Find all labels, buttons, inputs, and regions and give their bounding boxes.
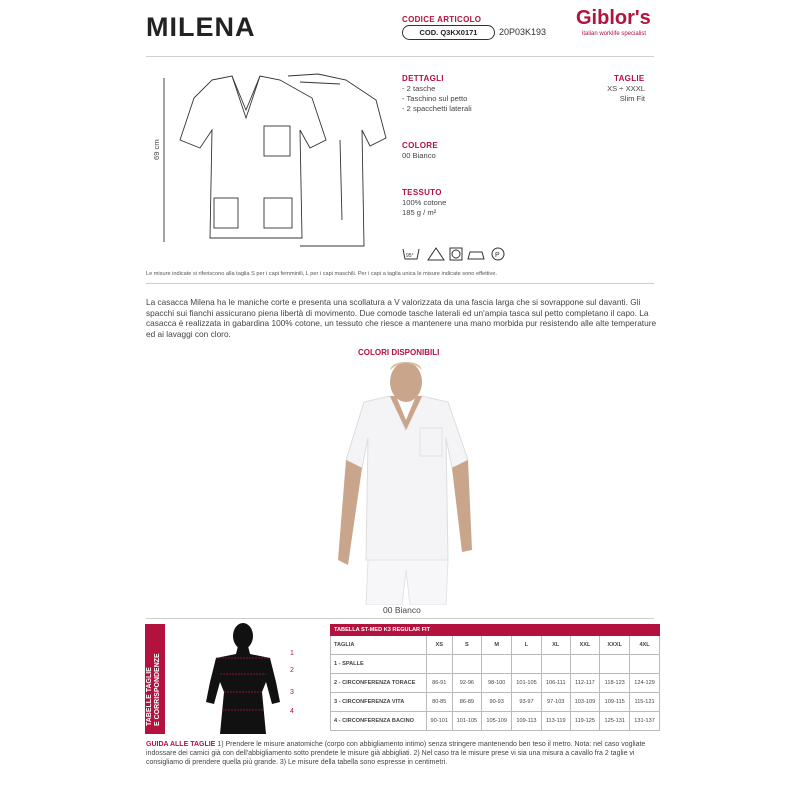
lower-divider [146,618,654,619]
table-cell: 115-121 [630,693,660,712]
table-cell: 3 - CIRCONFERENZA VITA [331,693,427,712]
tessuto-item: 100% cotone [402,198,447,207]
product-code-badge: COD. Q3KX0171 [402,25,495,40]
table-cell: 2 - CIRCONFERENZA TORACE [331,674,427,693]
guide-label: GUIDA ALLE TAGLIE [146,741,216,748]
table-cell: 105-109 [482,712,512,731]
body-number-2: 2 [290,667,294,674]
body-number-1: 1 [290,650,294,657]
tumble-dry-circle-icon [452,250,460,258]
dettagli-list [402,84,472,114]
back-shirt-outline [288,74,386,246]
iron-icon [468,252,484,259]
table-cell: 106-111 [541,674,570,693]
brand-tagline: italian worklife specialist [582,31,647,37]
dettagli-item: - Taschino sul petto [402,94,468,103]
dettagli-item: - 2 tasche [402,84,436,93]
table-cell: 1 - SPALLE [331,655,427,674]
table-cell: 113-119 [541,712,570,731]
right-pocket [264,198,292,228]
tessuto-item: 185 g / m² [402,208,437,217]
table-cell: 101-105 [512,674,542,693]
table-cell [482,655,512,674]
dry-clean-letter: P [495,252,500,259]
wash-temp-label: 95° [406,253,414,259]
front-collar [232,76,260,118]
product-photo [330,360,480,605]
colori-label: COLORI DISPONIBILI [358,348,440,357]
table-cell: 101-105 [452,712,482,731]
fit-type: Slim Fit [619,94,645,103]
table-cell: 131-137 [630,712,660,731]
taglie-label: TAGLIE [614,74,645,83]
product-code-secondary: 20P03K193 [499,27,547,37]
body-silhouette [196,622,286,734]
table-cell: 119-125 [570,712,600,731]
table-cell [452,655,482,674]
sidebar-title [146,618,162,726]
top-divider [146,56,654,57]
body-number-4: 4 [290,708,294,715]
table-cell: 86-91 [427,674,453,693]
bleach-icon [428,248,444,260]
table-cell: 109-115 [600,693,630,712]
table-cell: 125-131 [600,712,630,731]
height-label: 69 cm [152,139,161,160]
table-cell [600,655,630,674]
guide-text: 1) Prendere le misure anatomiche (corpo con abbigliamento intimo) senza stringere mantenendo ben teso il metro. Nota: nel caso vogliate indossare dei camici già con dell'abbigliamento sotto prendete le misure già abbigliati. 2) Nel caso tra le misure prese vi sia una misura a cavallo fra 2 taglie vi consigliamo di prendere quella più grande. 3) Le misure della tabella sono espresse in centimetri. [146,741,646,766]
colore-label: COLORE [402,141,439,150]
photo-caption: 00 Bianco [383,605,421,615]
measure-note: Le misure indicate si riferiscono alla taglia S per i capi femminili, L per i capi maschili. Per i capi a taglia unica le misure indicate sono effettive. [146,271,498,277]
sidebar-line: TABELLE TAGLIE [146,667,153,726]
table-col-header: XL [541,636,570,655]
codice-label: CODICE ARTICOLO [402,15,482,24]
table-col-header: XXL [570,636,600,655]
table-cell [630,655,660,674]
table-col-header: TAGLIA [331,636,427,655]
table-col-header: XS [427,636,453,655]
table-cell: 86-89 [452,693,482,712]
table-cell [512,655,542,674]
table-row [331,655,660,674]
table-cell: 118-123 [600,674,630,693]
size-table-header: TABELLA ST-MED K3 REGULAR FIT [331,625,660,636]
table-cell [427,655,453,674]
front-shirt-outline [180,76,326,238]
size-table [330,624,660,731]
table-cell: 112-117 [570,674,600,693]
table-header-row [331,636,660,655]
tessuto-list [402,198,446,218]
garment-technical-drawing [150,70,390,260]
chest-pocket [264,126,290,156]
table-cell: 4 - CIRCONFERENZA BACINO [331,712,427,731]
table-cell: 90-93 [482,693,512,712]
table-row [331,674,660,693]
table-cell [570,655,600,674]
dettagli-item: - 2 spacchetti laterali [402,104,472,113]
size-guide [146,740,664,767]
back-seam [340,140,342,220]
brand-logo: Giblor's [576,7,651,29]
dettagli-label: DETTAGLI [402,74,444,83]
table-col-header: S [452,636,482,655]
table-cell: 80-85 [427,693,453,712]
table-col-header: L [512,636,542,655]
back-yoke [300,82,340,84]
care-icons [402,246,512,262]
product-description: La casacca Milena ha le maniche corte e presenta una scollatura a V valorizzata da una fascia larga che si sovrappone sul davanti. Gli spacchi sui fianchi assicurano piena libertà di movimento. Due comode tasche laterali ed un'ampia tasca sul petto completano il capo. La casacca è realizzata in gabardina 100% cotone, un tessuto che riesce a mantenere una mano morbida pur resistendo alle alte temperature ed ai lavaggi con cloro. [146,297,657,339]
table-cell: 109-113 [512,712,542,731]
table-row [331,693,660,712]
tessuto-label: TESSUTO [402,188,442,197]
colore-value: 00 Bianco [402,151,436,160]
table-col-header: XXXL [600,636,630,655]
taglie-range: XS ÷ XXXL [607,84,645,93]
table-cell [541,655,570,674]
table-cell: 103-109 [570,693,600,712]
body-number-3: 3 [290,689,294,696]
table-cell: 124-129 [630,674,660,693]
table-cell: 97-103 [541,693,570,712]
table-cell: 90-101 [427,712,453,731]
table-cell: 92-96 [452,674,482,693]
middle-divider [146,283,654,284]
table-col-header: M [482,636,512,655]
sidebar-line: E CORRISPONDENZE [154,653,161,726]
left-pocket [214,198,238,228]
table-col-header: 4XL [630,636,660,655]
table-cell: 93-97 [512,693,542,712]
table-row [331,712,660,731]
product-title: MILENA [146,12,256,42]
table-cell: 98-100 [482,674,512,693]
